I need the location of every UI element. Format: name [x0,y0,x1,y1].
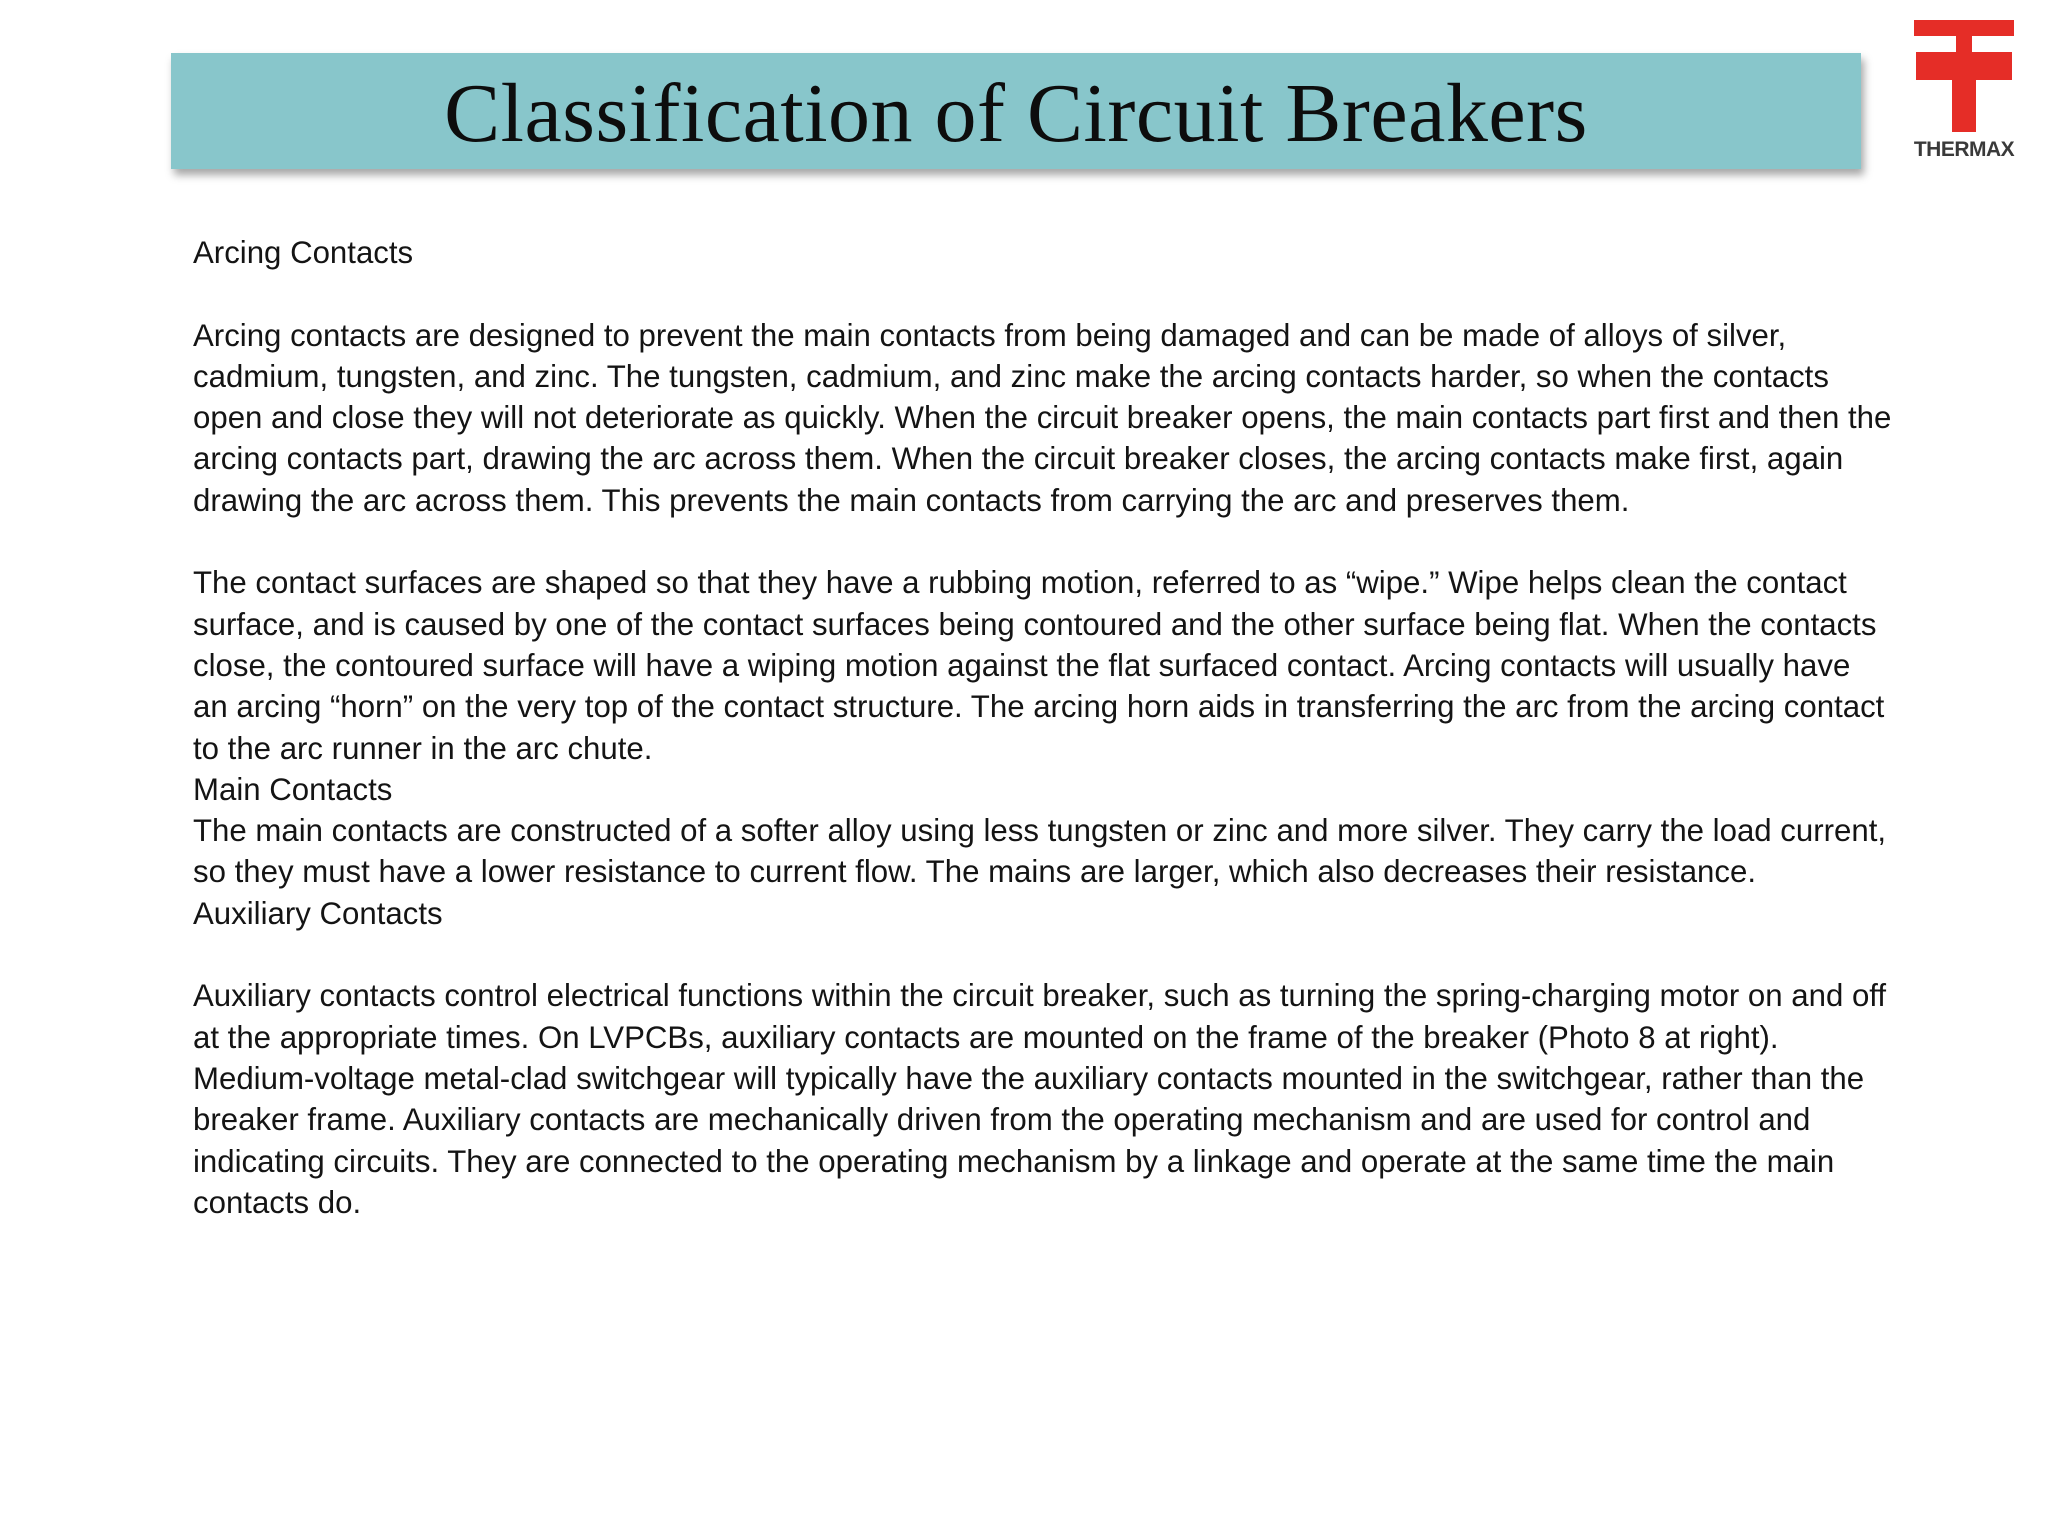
spacer [193,273,1893,314]
logo-text: THERMAX [1913,138,2015,161]
spacer [193,934,1893,975]
thermax-logo [1900,20,2028,170]
arcing-contacts-paragraph-2: The contact surfaces are shaped so that they have a rubbing motion, referred to as “wipe.” Wipe helps clean the contact surface, and is caused by one of the contact surfaces being contoured and the other surface being flat. When the contacts close, the contoured surface will have a wiping motion against the flat surfaced contact. Arcing contacts will usually have an arcing “horn” on the very top of the contact structure. The arcing horn aids in transferring the arc from the arcing contact to the arc runner in the arc chute. [193,565,1885,766]
auxiliary-contacts-heading: Auxiliary Contacts [193,895,443,931]
slide-content [193,232,1893,1223]
spacer [193,521,1893,562]
arcing-contacts-paragraph-1: Arcing contacts are designed to prevent the main contacts from being damaged and can be made of alloys of silver, cadmium, tungsten, and zinc. The tungsten, cadmium, and zinc make the arcing contacts harder, so when the contacts open and close they will not deteriorate as quickly. When the circuit breaker opens, the main contacts part first and then the arcing contacts part, drawing the arc across them. When the circuit breaker closes, the arcing contacts make first, again drawing the arc across them. This prevents the main contacts from carrying the arc and preserves them. [193,317,1892,518]
thermax-logo-icon [1900,20,2028,138]
arcing-contacts-heading: Arcing Contacts [193,235,414,270]
main-contacts-paragraph: The main contacts are constructed of a softer alloy using less tungsten or zinc and more silver. They carry the load current, so they must have a lower resistance to current flow. The mains are larger, which also decreases their resistance. [193,813,1887,890]
title-banner [171,53,1861,169]
page-title: Classification of Circuit Breakers [444,67,1588,160]
auxiliary-contacts-paragraph: Auxiliary contacts control electrical functions within the circuit breaker, such as turning the spring-charging motor on and off at the appropriate times. On LVPCBs, auxiliary contacts are mounted on the frame of the breaker (Photo 8 at right). Medium-voltage metal-clad switchgear will typically have the auxiliary contacts mounted in the switchgear, rather than the breaker frame. Auxiliary contacts are mechanically driven from the operating mechanism and are used for control and indicating circuits. They are connected to the operating mechanism by a linkage and operate at the same time the main contacts do. [193,978,1887,1220]
main-contacts-heading: Main Contacts [193,771,393,807]
